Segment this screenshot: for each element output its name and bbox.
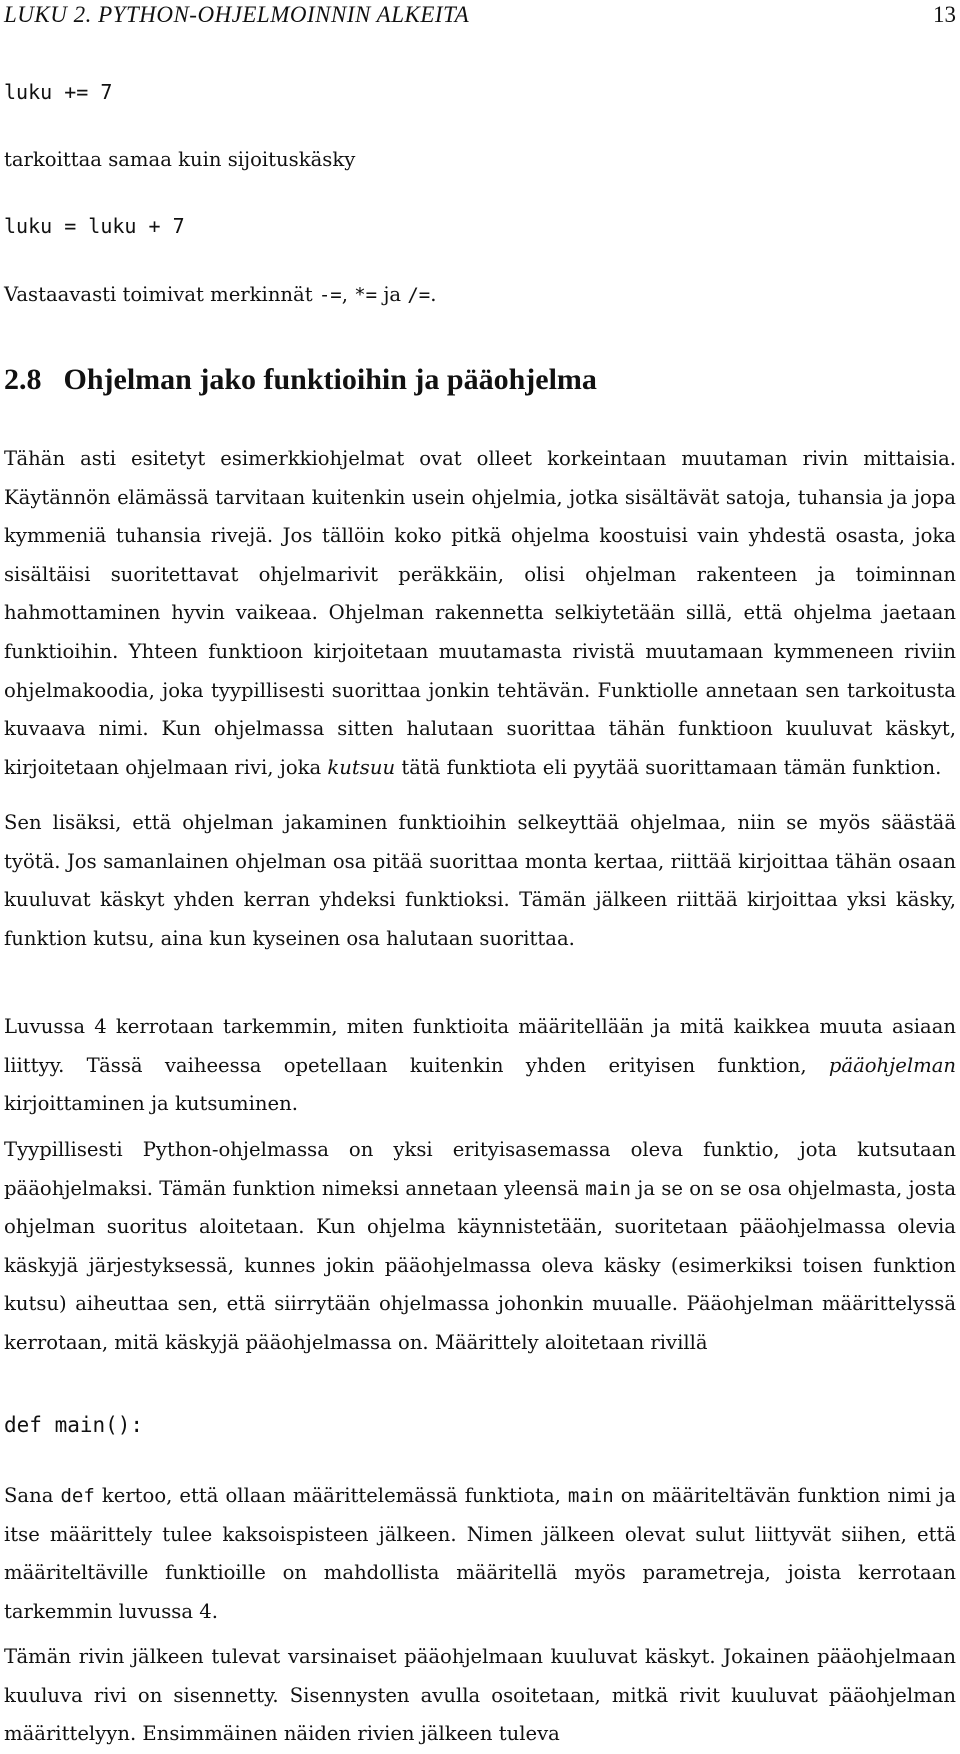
paragraph-main-function — [4, 1131, 956, 1363]
text-segment: ja — [377, 283, 408, 306]
inline-code-main: main — [567, 1485, 614, 1507]
code-line-luku-plus-equals: luku += 7 — [4, 80, 113, 104]
inline-code-minus-equals: -= — [318, 284, 342, 306]
text-segment: . — [430, 283, 437, 306]
emphasis-paaohjelman: pääohjelman — [828, 1053, 956, 1077]
paragraph-chapter-4-reference — [4, 1008, 956, 1124]
paragraph-sijoituskasky: tarkoittaa samaa kuin sijoituskäsky — [4, 148, 356, 171]
section-title-text: Ohjelman jako funktioihin ja pääohjelma — [63, 363, 597, 396]
text-segment: Tyypillisesti Python-ohjelmassa on yksi erityisasemassa oleva funktio, jota kutsutaan pääohjelmaksi. Tämän funktion nimeksi annetaan yleensä — [4, 1138, 956, 1200]
emphasis-kutsuu: kutsuu — [327, 755, 396, 779]
paragraph-operators — [4, 276, 956, 315]
section-number: 2.8 — [4, 363, 42, 396]
text-segment: Vastaavasti toimivat merkinnät — [4, 283, 319, 306]
text-segment: ja se on se osa ohjelmasta, josta ohjelman suoritus aloitetaan. Kun ohjelma käynnistetään, suoritetaan pääohjelmassa olevia käskyjä järjestyksessä, kunnes jokin pääohjelmassa oleva käsky (esimerkiksi toisen funktion kutsu) aiheuttaa sen, että siirrytään ohjelmassa johonkin muualle. Pääohjelman määrittelyssä kerrotaan, mitä käskyjä pääohjelmassa on. Määrittely aloitetaan rivillä — [4, 1176, 956, 1354]
inline-code-main: main — [585, 1177, 631, 1200]
running-header — [4, 0, 956, 30]
text-segment: Luvussa 4 kerrotaan tarkemmin, miten funktioita määritellään ja mitä kaikkea muuta asiaan liittyy. Tässä vaiheessa opetellaan kuitenkin yhden erityisen funktion, — [4, 1015, 956, 1077]
paragraph-indentation: Tämän rivin jälkeen tulevat varsinaiset pääohjelmaan kuuluvat käskyt. Jokainen pääohjelmaan kuuluva rivi on sisennetty. Sisennysten avulla osoitetaan, mitkä rivit kuuluvat pääohjelman määrittelyyn. Ensimmäinen näiden rivien jälkeen tuleva — [4, 1645, 956, 1746]
inline-code-times-equals: *= — [354, 284, 378, 306]
text-segment: kirjoittaminen ja kutsuminen. — [4, 1092, 298, 1116]
text-segment: on määriteltävän funktion nimi ja itse määrittely tulee kaksoispisteen jälkeen. Nimen jälkeen olevat sulut liittyvät siihen, että määriteltäville funktioille on mahdollista määritellä myös parametreja, joista kerrotaan tarkemmin luvussa 4. — [4, 1484, 957, 1623]
section-heading — [4, 363, 597, 397]
inline-code-def: def — [60, 1485, 95, 1507]
paragraph-def-explanation — [4, 1477, 956, 1631]
text-segment: Sana — [4, 1484, 61, 1507]
chapter-title: LUKU 2. PYTHON-OHJELMOINNIN ALKEITA — [4, 2, 470, 27]
inline-code-divide-equals: /= — [407, 284, 431, 306]
paragraph-saves-work: Sen lisäksi, että ohjelman jakaminen funktioihin selkeyttää ohjelmaa, niin se myös säästää työtä. Jos samanlainen ohjelman osa pitää suorittaa monta kertaa, riittää kirjoittaa tähän osaan kuuluvat käskyt yhden kerran yhdeksi funktioksi. Tämän jälkeen riittää kirjoittaa yksi käsky, funktion kutsu, aina kun kyseinen osa halutaan suorittaa. — [4, 811, 956, 950]
code-line-luku-assignment: luku = luku + 7 — [4, 214, 185, 238]
page-number: 13 — [933, 2, 956, 27]
text-segment: tätä funktiota eli pyytää suorittamaan tämän funktion. — [395, 755, 942, 779]
text-segment: kertoo, että ollaan määrittelemässä funktiota, — [94, 1484, 568, 1507]
text-segment: Tähän asti esitetyt esimerkkiohjelmat ovat olleet korkeintaan muutaman rivin mittaisia. Käytännön elämässä tarvitaan kuitenkin usein ohjelmia, jotka sisältävät satoja, tuhansia ja jopa kymmeniä tuhansia rivejä. Jos tällöin koko pitkä ohjelma koostuisi vain yhdestä osasta, joka sisältäisi suoritettavat ohjelmarivit peräkkäin, olisi ohjelman rakenteen ja toiminnan hahmottaminen hyvin vaikeaa. Ohjelman rakennetta selkiytetään sillä, että ohjelma jaetaan funktioihin. Yhteen funktioon kirjoitetaan muutamasta rivistä muutamaan kymmeneen riviin ohjelmakoodia, joka tyypillisesti suorittaa jonkin tehtävän. Funktiolle annetaan sen tarkoitusta kuvaava nimi. Kun ohjelmassa sitten halutaan suorittaa tähän funktioon kuuluvat käskyt, kirjoitetaan ohjelmaan rivi, joka — [4, 447, 956, 779]
code-line-def-main: def main(): — [4, 1413, 144, 1437]
text-segment: , — [341, 283, 355, 306]
paragraph-intro-functions — [4, 440, 956, 787]
